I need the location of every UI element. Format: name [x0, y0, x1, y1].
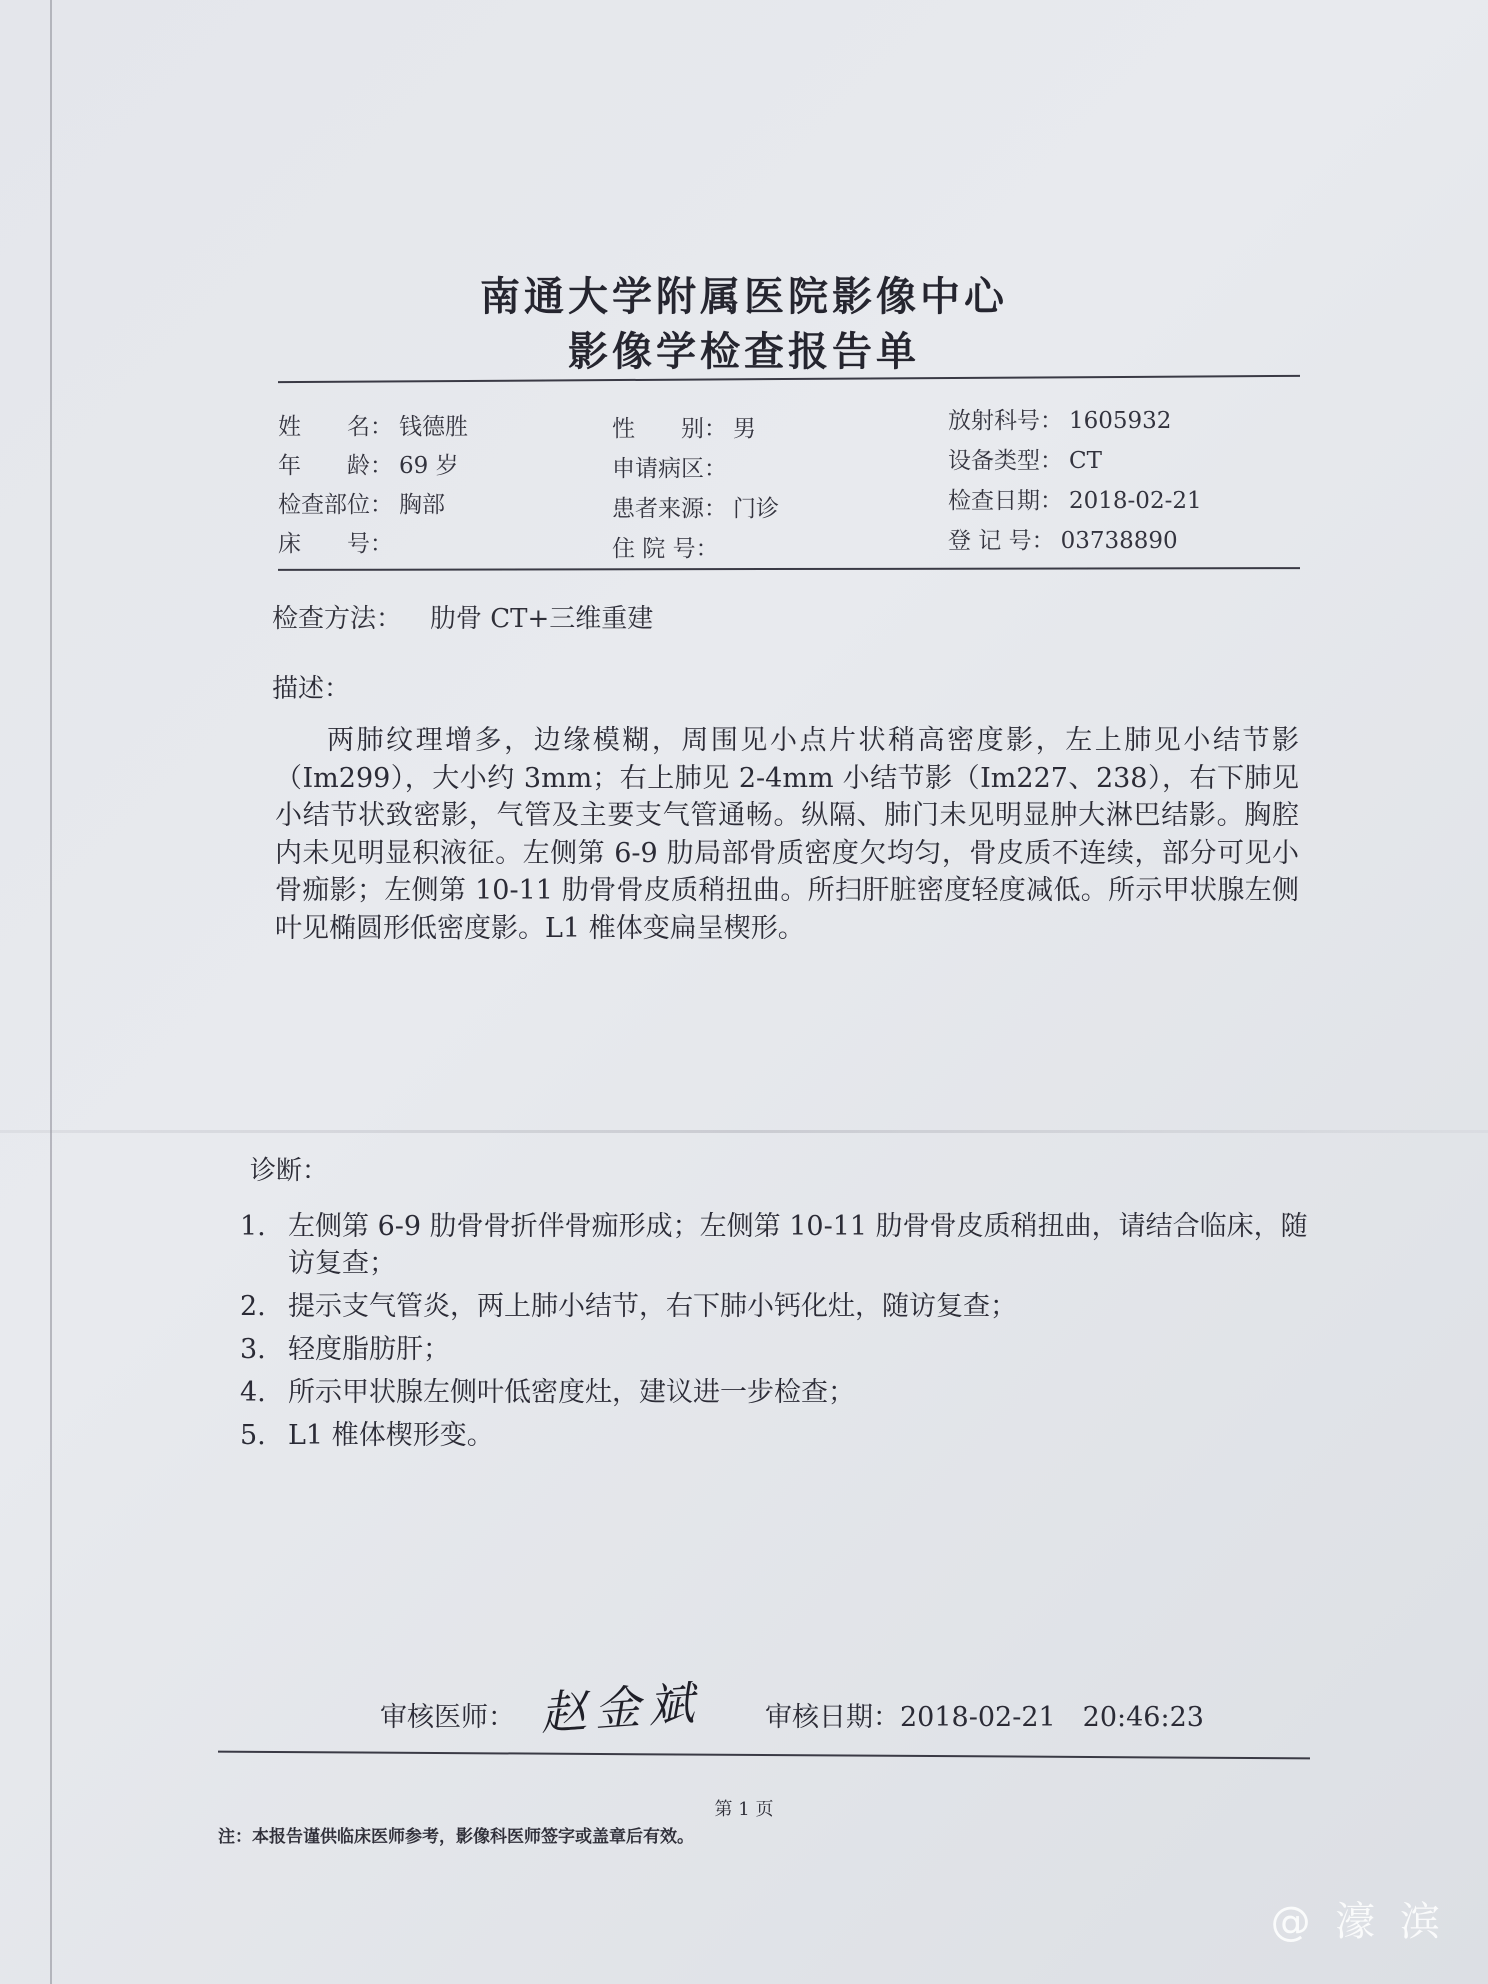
- exam-method: [272, 598, 653, 635]
- diagnosis-item-text: 所示甲状腺左侧叶低密度灶，建议进一步检查；: [288, 1377, 855, 1408]
- diagnosis-item: [236, 1288, 1316, 1325]
- field-source-label: 患者来源：: [612, 496, 727, 522]
- hospital-title: 南通大学附属医院影像中心: [480, 273, 1008, 320]
- footer-divider: [218, 1751, 1310, 1760]
- info-divider: [278, 567, 1300, 571]
- field-age: [278, 447, 459, 480]
- diagnosis-item-text: 提示支气管炎，两上肺小结节，右下肺小钙化灶，随访复查；: [288, 1291, 1017, 1322]
- field-device-label: 设备类型：: [948, 448, 1063, 474]
- field-name: [278, 408, 468, 441]
- field-radiology-no-value: 1605932: [1069, 408, 1172, 434]
- review-date-label: 审核日期：: [765, 1702, 900, 1733]
- field-ward-label: 申请病区：: [612, 456, 727, 482]
- field-inpatient-label: 住 院 号：: [612, 536, 719, 562]
- doctor-signature: 赵金斌: [538, 1675, 704, 1741]
- exam-method-label: 检查方法：: [272, 604, 403, 634]
- field-reg-no-value: 03738890: [1060, 528, 1178, 554]
- field-name-value: 钱德胜: [399, 414, 468, 440]
- field-reg-no-label: 登 记 号：: [948, 528, 1055, 554]
- field-inpatient: [612, 530, 725, 563]
- field-radiology-no: [948, 402, 1171, 435]
- field-device: [948, 442, 1102, 475]
- diagnosis-item: [236, 1417, 1316, 1454]
- diagnosis-item-number: 4.: [240, 1377, 266, 1408]
- footnote: 注：本报告谨供临床医师参考，影像科医师签字或盖章后有效。: [218, 1827, 694, 1847]
- description-text: 两肺纹理增多，边缘模糊，周围见小点片状稍高密度影，左上肺见小结节影（Im299），大小约 3mm；右上肺见 2-4mm 小结节影（Im227、238），右下肺见小结节状致密影，气管及主要支气管通畅。纵隔、肺门未见明显肿大淋巴结影。胸腔内未见明显积液征。左侧第 6-9 肋局部骨质密度欠均匀，骨皮质不连续，部分可见小骨痂影；左侧第 10-11 肋骨骨皮质稍扭曲。所扫肝脏密度轻度减低。所示甲状腺左侧叶见椭圆形低密度影。L1 椎体变扁呈楔形。: [275, 725, 1299, 944]
- report-title: 影像学检查报告单: [568, 328, 920, 375]
- diagnosis-label: 诊断：: [250, 1156, 329, 1186]
- diagnosis-list: [236, 1208, 1316, 1454]
- field-bed-label: 床 号：: [278, 531, 393, 557]
- diagnosis-item-number: 5.: [240, 1420, 266, 1451]
- field-source-value: 门诊: [733, 496, 779, 522]
- review-date: [765, 1695, 1204, 1734]
- field-reg-no: [948, 522, 1178, 555]
- field-source: [612, 490, 779, 523]
- exam-method-value: 肋骨 CT+三维重建: [430, 604, 654, 634]
- field-exam-date-value: 2018-02-21: [1069, 488, 1202, 514]
- field-ward: [612, 450, 733, 483]
- diagnosis-item: [236, 1208, 1316, 1282]
- diagnosis-item: [236, 1374, 1316, 1411]
- field-part-label: 检查部位：: [278, 492, 393, 518]
- field-part-value: 胸部: [399, 492, 445, 518]
- field-age-value: 69 岁: [399, 453, 459, 479]
- field-name-label: 姓 名：: [278, 414, 393, 440]
- diagnosis-item-text: 左侧第 6-9 肋骨骨折伴骨痂形成；左侧第 10-11 肋骨骨皮质稍扭曲，请结合临床，随访复查；: [288, 1211, 1308, 1279]
- field-age-label: 年 龄：: [278, 453, 393, 479]
- field-part: [278, 486, 445, 519]
- diagnosis-item-text: 轻度脂肪肝；: [288, 1334, 450, 1365]
- field-bed: [278, 525, 399, 558]
- field-exam-date: [948, 482, 1202, 515]
- field-gender: [612, 410, 756, 443]
- watermark: @ 濠 滨: [1270, 1899, 1446, 1945]
- diagnosis-item-number: 1.: [240, 1211, 266, 1242]
- field-exam-date-label: 检查日期：: [948, 488, 1063, 514]
- description-label: 描述：: [272, 674, 351, 704]
- review-doctor-label: 审核医师：: [380, 1702, 515, 1733]
- field-gender-label: 性 别：: [612, 416, 727, 442]
- page-number: 第 1 页: [714, 1799, 774, 1820]
- diagnosis-item: [236, 1331, 1316, 1368]
- field-gender-value: 男: [733, 416, 756, 442]
- field-radiology-no-label: 放射科号：: [948, 408, 1063, 434]
- diagnosis-item-number: 3.: [240, 1334, 266, 1365]
- paper-fold: [0, 1130, 1488, 1133]
- review-date-value: 2018-02-21 20:46:23: [900, 1702, 1204, 1733]
- field-device-value: CT: [1069, 448, 1102, 474]
- diagnosis-item-text: L1 椎体楔形变。: [288, 1420, 494, 1451]
- diagnosis-item-number: 2.: [240, 1291, 266, 1322]
